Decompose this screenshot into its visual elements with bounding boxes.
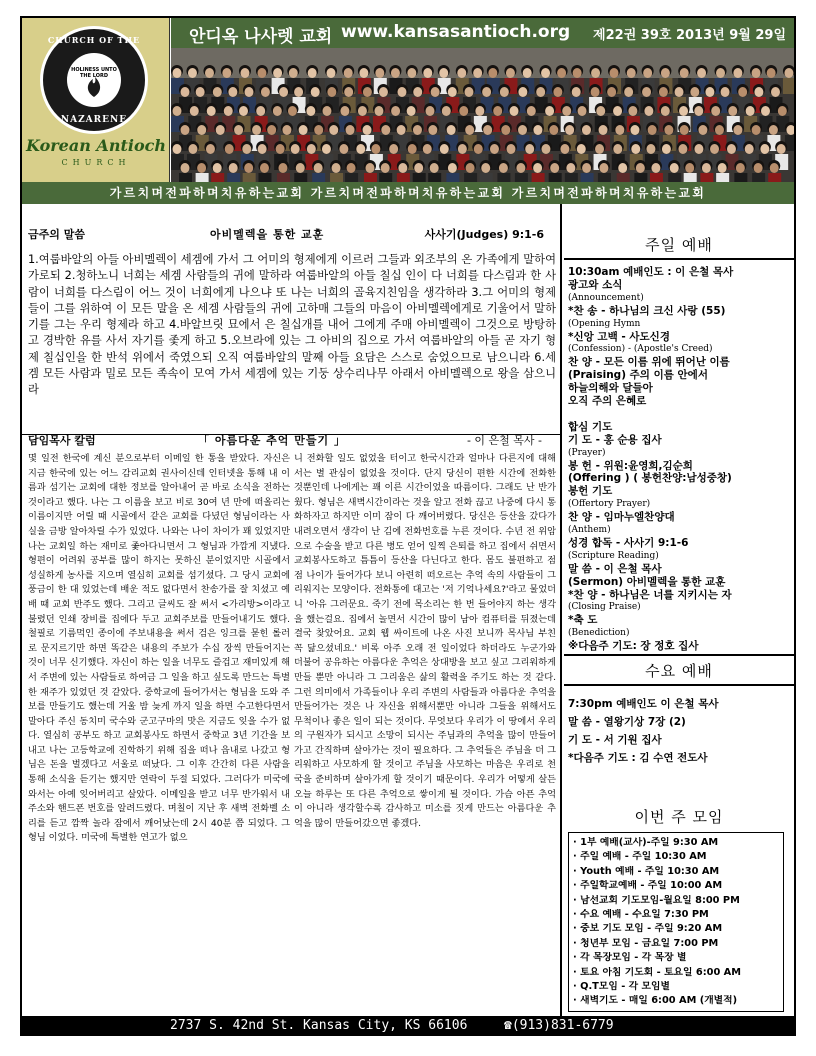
wednesday-service-item: 7:30pm 예배인도 이 은철 목사 xyxy=(568,698,719,710)
sunday-service-item: *축 도 xyxy=(568,614,598,627)
column-text-2: 니 전화할 일도 없었을 터이고 한국시간과 얼마나 다른지에 대해서는 별 관심이 없었을 것이다. 단지 당신이 편한 시간에 전화한 것뿐인데 나에게는 꽤 이른 시간이었을 따름이다. 그래도 난 반가웠다. 형님은 새벽시간이라는 것을 알고 전화 끊고 나중에 다시 통화하자고 하지만 이미 잠이 다 깨어버렸다. 당신은 등산을 갔다가 내려오면서 생각이 난 김에 전화번호를 누른 것이다. 수년 전 위암으로 수술을 받고 다른 병도 얻어 일찍 은퇴를 하고 집에서 쉬면서 교회봉사도하고 틈틈이 등산을 다닌다고 한다. 몸도 불편하고 점점 나이가 들어가다 보니 아련히 떠오르는 추억 속의 사람들이 그리워지는 모양이다. 전화통에 대고는 '저 기억나세요?'라고 물었더니 '아유 그러문요. 죽기 전에 목소리는 한 번 들어야지 하는 생각을 했는걸요. 집에서 놀면서 시간이 많이 남아 컴퓨터를 뒤졌는데 결국 찾았어요. 교회 웹 싸이트에 나온 사진 보니까 목사님 부친 꼭 닮으셨네요.' 비록 아주 오래 전 일이었다 하더라도 누군가와 더불어 공유하는 아름다운 추억은 상대방을 보고 싶고 그리워하게 만들 뿐만 아니라 그 그리움은 삶의 활력을 주기도 하는 것 같다. 그런 의미에서 가족들이나 우리 주변의 사람들과 아름다운 추억을 만들어가는 것은 나 자신을 위해서뿐만 아니라 그들을 위해서도 무척이나 좋은 일이 되는 것이다. 무엇보다 우리가 이 땅에서 우리의 구원자가 되시고 소망이 되시는 주님과의 추억을 많이 만들어가고 간직하며 살아가는 것이 필요하다. 그 추억들은 주님을 더 그리워하고 사모하게 할 것이고 주님을 사모하는 마음은 우리로 천국을 준비하며 살아가게 할 것이기 때문이다. 우리가 어떻게 살든 오늘 하루는 또 다른 추억으로 쌓이게 될 것이다. 가슴 아픈 추억이 아니라 생각할수록 감사하고 미소를 짓게 만드는 아름다운 추억을 많이 만들어갔으면 좋겠다. xyxy=(294,453,556,829)
meeting-item: · Q.T모임 - 각 모임별 xyxy=(573,981,670,992)
divider xyxy=(564,258,794,260)
sunday-service-item: 하늘의해와 달들아 xyxy=(568,382,653,395)
seal-center xyxy=(67,53,121,107)
meeting-item: · 중보 기도 모임 - 주일 9:20 AM xyxy=(573,923,723,935)
nazarene-seal xyxy=(40,26,148,134)
seal-top-text: CHURCH OF THE xyxy=(47,35,141,45)
scripture-title: 아비멜렉을 통한 교훈 xyxy=(210,228,325,241)
sunday-service-item: (Opening Hymn xyxy=(568,318,641,329)
wednesday-service-item: *다음주 기도 : 김 수연 전도사 xyxy=(568,752,708,764)
meeting-item: · 청년부 모임 - 금요일 7:00 PM xyxy=(573,937,719,949)
logo-church-sub: CHURCH xyxy=(61,158,131,167)
main-column xyxy=(22,204,562,1016)
church-address: 2737 S. 42nd St. Kansas City, KS 66106 xyxy=(170,1018,468,1033)
sunday-service-item: 오직 주의 은혜로 xyxy=(568,395,647,407)
sunday-service-item: 찬 양 - 모든 이름 위에 뛰어난 이름 xyxy=(568,356,730,369)
column-title: 「 아름다운 추억 만들기 」 xyxy=(198,434,346,447)
column-author: - 이 은철 목사 - xyxy=(466,434,542,447)
scripture-label: 금주의 말씀 xyxy=(28,228,85,241)
sunday-service-item: (Praising) 주의 이름 안에서 xyxy=(568,369,708,382)
motto-banner: 가르치며전파하며치유하는교회 가르치며전파하며치유하는교회 가르치며전파하며치유하는교회 xyxy=(22,182,794,204)
meeting-item: · 토요 아침 기도회 - 토요일 6:00 AM xyxy=(573,966,741,978)
sunday-service-item: (Offertory Prayer) xyxy=(568,499,651,510)
sunday-service-item: (Confession) - (Apostle's Creed) xyxy=(568,344,713,355)
sunday-service-item: (Anthem) xyxy=(568,525,611,535)
wednesday-service-item: 기 도 - 서 기원 집사 xyxy=(568,734,662,746)
scripture-reference: 사사기(Judges) 9:1-6 xyxy=(424,228,544,241)
sidebar xyxy=(564,204,794,1016)
sunday-service-item: (Sermon) 아비멜렉을 통한 교훈 xyxy=(568,575,726,588)
sunday-service-title: 주일 예배 xyxy=(645,236,713,254)
sunday-service-item: 말 씀 - 이 은철 목사 xyxy=(568,562,662,575)
seal-motto: HOLINESS UNTO THE LORD xyxy=(71,67,117,79)
sunday-service-item: (Offering ) ( 봉헌찬양:남성중창) xyxy=(568,472,732,485)
flame-icon xyxy=(67,53,121,107)
sunday-service-item: ※다음주 기도: 장 정호 집사 xyxy=(568,640,699,653)
meeting-item: · 새벽기도 - 매일 6:00 AM (개별적) xyxy=(573,995,738,1007)
sunday-service-item: *신앙 고백 - 사도신경 xyxy=(568,330,670,343)
footer xyxy=(22,1016,794,1036)
meeting-item: · 주일 예배 - 주일 10:30 AM xyxy=(573,851,707,863)
church-phone[interactable]: ☎(913)831-6779 xyxy=(504,1018,614,1033)
scripture-header xyxy=(22,220,562,246)
column-header xyxy=(22,426,562,452)
logo-church-name: Korean Antioch xyxy=(26,136,166,155)
sunday-service-item: 봉 헌 - 위원:윤영희,김순희 xyxy=(568,459,693,472)
wednesday-service-item: 말 씀 - 열왕기상 7장 (2) xyxy=(568,716,686,728)
column-label: 담임목사 칼럼 xyxy=(28,434,96,447)
meeting-item: · 1부 예배(교사)-주일 9:30 AM xyxy=(573,837,719,848)
sunday-service-item: 성경 합독 - 사사기 9:1-6 xyxy=(568,536,689,549)
issue-info: 제22권 39호 2013년 9월 29일 xyxy=(593,28,786,43)
sunday-service-item: 봉헌 기도 xyxy=(568,485,613,498)
church-website[interactable]: www.kansasantioch.org xyxy=(341,22,571,42)
sunday-service-item: 기 도 - 홍 순용 집사 xyxy=(568,433,662,446)
sunday-service-item: (Closing Praise) xyxy=(568,602,641,613)
church-logo xyxy=(22,18,170,182)
divider xyxy=(564,684,794,686)
title-bar xyxy=(171,18,794,48)
church-title: 안디옥 나사렛 교회 xyxy=(189,27,333,47)
meeting-item: · 주일학교예배 - 주일 10:00 AM xyxy=(573,880,723,892)
sunday-service-item: 합심 기도 xyxy=(568,420,613,433)
meeting-item: · 남선교회 기도모임-월요일 8:00 PM xyxy=(573,894,740,906)
seal-bottom-text: NAZARENE xyxy=(60,115,128,125)
header xyxy=(22,18,794,182)
scripture-text: 1.여룹바알의 아들 아비멜렉이 세겜에 가서 그 어미의 형제에게 이르러 그들과 외조부의 온 가족에게 말하여 가로되 2.청하노니 너희는 세겜 사람들의 귀에 말하라 여룹바알의 아들 칠십 인이 다 너희를 다스림과 한 사람이 너희를 다스림이 어느 것이 너희에게 나으냐 또 나는 너희의 골육지친임을 생각하라 3.그 어미의 형제들이 그를 위하여 이 모든 말을 온 세겜 사람들의 귀에 고하매 그들의 마음이 아비멜렉에게로 기울어서 말하기를 그는 우리 형제라 하고 4.바알브릿 묘에서 은 칠십개를 내어 그에게 주매 아비멜렉이 그것으로 방탕하고 경박한 유를 사서 자기를 좇게 하고 5.오브라에 있는 그 아비의 집으로 가서 여룹바알의 아들 곧 자기 형제 칠십인을 한 반석 위에서 죽였으되 오직 여룹바알의 말째 아들 요담은 스스로 숨었으므로 남으니라 6.세겜 모든 사람과 밀로 모든 족속이 모여 가서 세겜에 있는 기둥 상수리나무 아래서 아비멜렉으로 왕을 삼으니라 xyxy=(28,253,556,397)
meetings-box xyxy=(568,832,784,1012)
meetings-title: 이번 주 모임 xyxy=(634,808,724,826)
sunday-service-item: (Scripture Reading) xyxy=(568,550,659,561)
divider xyxy=(564,654,794,656)
sunday-service-item: *찬 송 - 하나님의 크신 사랑 (55) xyxy=(568,304,726,317)
meeting-item: · 각 목장모임 - 각 목장 별 xyxy=(573,952,687,964)
sunday-service-item: 10:30am 예배인도 : 이 은철 목사 xyxy=(568,266,734,278)
congregation-image xyxy=(171,48,794,182)
meeting-item: · 수요 예배 - 수요일 7:30 PM xyxy=(573,909,709,920)
wednesday-service-title: 수요 예배 xyxy=(645,662,713,680)
sunday-service-item: (Prayer) xyxy=(568,447,606,458)
sunday-service-item: *찬 양 - 하나님은 너를 지키시는 자 xyxy=(568,588,732,601)
congregation-photo xyxy=(171,48,794,182)
sunday-service-item: 찬 양 - 임마누엘찬양대 xyxy=(568,511,675,524)
bulletin-page xyxy=(20,16,796,1036)
sunday-service-item: 광고와 소식 xyxy=(568,278,623,291)
column-text-1: 몇 일전 한국에 계신 분으로부터 이메일 한 통을 받았다. 자신은 지금 한국에 있는 어느 감리교회 권사이신데 인터넷을 통해 내 이름과 섬기는 교회에 대한 정보를 알아내어 곧 바로 소식을 전하는 것이라고 했다. 나는 그 이름을 보고 비로 30여 년 만에 떠올리는 이름이지만 어릴 때 시골에서 같은 교회를 다녔던 형님이라는 사실을 금방 알아차릴 수가 있었다. 나와는 나이 차이가 꽤 있었지만 나는 교회일 하는 재미로 좇아다니면서 그 형님과 가깝게 지냈다. 형편이 어려워 공부를 많이 하지는 못하신 분이었지만 시골에서 성실하게 농사를 지으며 열심히 교회를 섬기셨다. 그 당시 교회에 풍금이 한 대 있었는데 배운 적도 없다면서 찬송가를 잘 치셨고 예배 때 교회 반주도 했다. 그리고 글씨도 잘 써서 <가리방>이라고 불렸던 인쇄 장비를 집에다 두고 교회주보를 만들어내기도 했다. 철필로 기름먹인 종이에 주보내용을 써서 검은 잉크를 묻힌 롤러로 문지르기만 하면 똑같은 내용의 주보가 수십 장씩 만들어지는 것이 너무 신기했다. 자신이 하는 일을 너무도 즐겁고 재미있게 해서 주변에 있는 사람들로 하여금 그 일을 하고 싶도록 만드는 특별한 재주가 있었던 것 같았다. 중학교에 들어가서는 형님을 도와 주보를 만들기도 했는데 거울 밤 늦게 까지 일을 하면 수고한다면서 말아다 주신 동치미 국수와 군고구마의 맛은 지금도 잊을 수가 없다. 열심히 공부도 하고 교회봉사도 하면서 중학교 3년 기간을 보내고 나는 고등학교에 진학하기 위해 집을 떠나 읍내로 나갔고 형님은 돈을 벌겠다고 서울로 떠났다. 그 이후 간간히 다른 사람을 통해 소식을 듣기는 했지만 연락이 두절 되었다. 그러다가 미국에 와서는 아예 잊어버리고 살았다. 이메일을 받고 너무 반가워서 내 주소와 핸드폰 번호를 알려드렸다. 며칠이 지난 후 새벽 전화벨 소리를 듣고 깜짝 놀라 잠에서 깨어났는데 2시 40분 쯤 되었다. 그 형님 이었다. 미국에 특별한 연고가 없으 xyxy=(28,453,290,844)
sunday-service-item: (Announcement) xyxy=(568,292,644,303)
meeting-item: · Youth 예배 - 주일 10:30 AM xyxy=(573,865,720,877)
sunday-service-item: (Benediction) xyxy=(568,628,630,639)
